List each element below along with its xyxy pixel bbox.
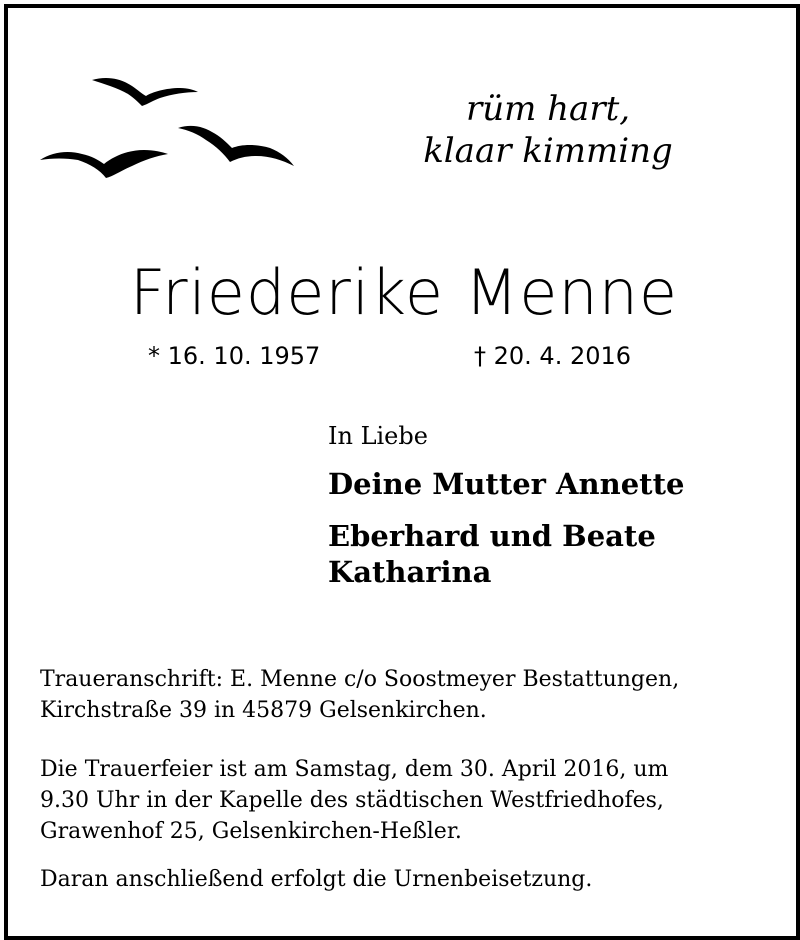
- bird-icon: [178, 126, 294, 166]
- ceremony-line-1: Die Trauerfeier ist am Samstag, dem 30. April 2016, um: [40, 757, 669, 782]
- flying-birds-icon: [34, 68, 304, 178]
- mourners-block: [328, 420, 788, 590]
- address-line-2: Kirchstraße 39 in 45879 Gelsenkirchen.: [40, 698, 487, 723]
- motto-line-1: rüm hart,: [465, 89, 631, 129]
- funeral-ceremony-info: [40, 754, 780, 847]
- urn-burial-info: [40, 864, 780, 895]
- motto: [388, 88, 708, 172]
- bird-icon: [40, 150, 168, 178]
- deceased-name: Friederike Menne: [129, 256, 679, 329]
- mourners-intro: In Liebe: [328, 422, 428, 450]
- address-line-1: Traueranschrift: E. Menne c/o Soostmeyer Bestattungen,: [40, 667, 680, 692]
- mourner-name: Eberhard und Beate: [328, 519, 656, 553]
- bird-icon: [92, 78, 198, 106]
- birth-date: * 16. 10. 1957: [148, 342, 321, 370]
- burial-line-1: Daran anschließend erfolgt die Urnenbeisetzung.: [40, 867, 593, 892]
- ceremony-line-3: Grawenhof 25, Gelsenkirchen-Heßler.: [40, 819, 462, 844]
- obituary-frame: [4, 4, 800, 940]
- death-date: † 20. 4. 2016: [474, 342, 632, 370]
- mourning-address: [40, 664, 780, 726]
- motto-line-2: klaar kimming: [423, 131, 673, 171]
- ceremony-line-2: 9.30 Uhr in der Kapelle des städtischen Westfriedhofes,: [40, 788, 664, 813]
- mourner-name: Katharina: [328, 555, 492, 589]
- mourner-name: Deine Mutter Annette: [328, 467, 685, 501]
